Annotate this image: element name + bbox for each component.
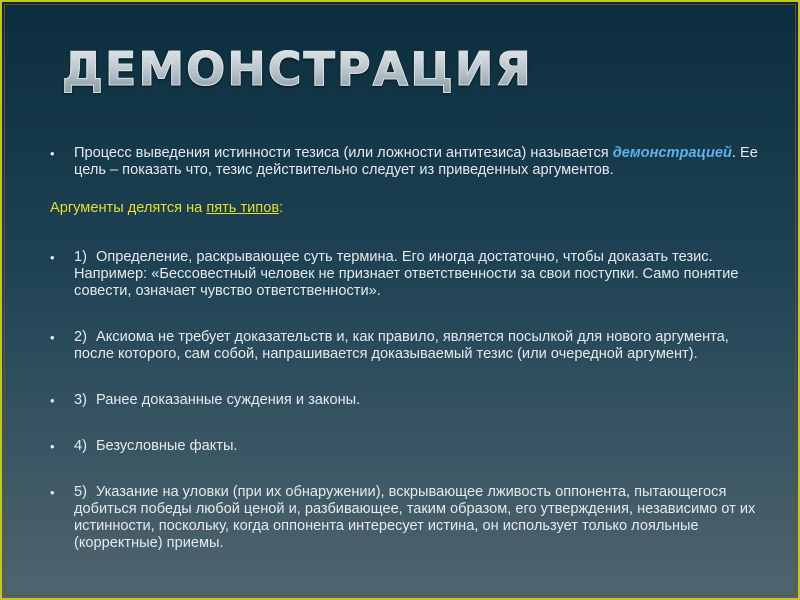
item-number: 2) — [74, 329, 87, 345]
list-item — [50, 249, 760, 300]
list-item — [50, 329, 760, 363]
bullet-icon: • — [50, 146, 55, 161]
item-text: Аксиома не требует доказательств и, как правило, является посылкой для нового аргумента, после которого, сам собой, напрашивается доказываемый тезис (или очередной аргумент). — [74, 329, 729, 362]
bullet-icon: • — [50, 393, 55, 408]
intro-paragraph — [50, 145, 760, 179]
bullet-icon: • — [50, 250, 55, 265]
list-item — [50, 392, 760, 409]
types-text-before: Аргументы делятся на — [50, 200, 207, 216]
list-item — [50, 438, 760, 455]
types-text-after: : — [279, 200, 284, 216]
item-number: 4) — [74, 438, 87, 454]
intro-text-after: . Ее цель – показать что, тезис действительно следует из приведенных аргументов. — [74, 145, 758, 178]
intro-term: демонстрацией — [612, 145, 732, 161]
item-text: Указание на уловки (при их обнаружении), вскрывающее лживость оппонента, пытающегося добиться победы любой ценой и, разбивающее, таким образом, его утверждения, независимо от их истинности, поскольку, когда оппонента интересует истина, он использует только лояльные (корректные) приемы. — [74, 484, 756, 551]
slide-content — [50, 145, 760, 552]
bullet-icon: • — [50, 439, 55, 454]
bullet-icon: • — [50, 485, 55, 500]
item-number: 3) — [74, 392, 87, 408]
item-number: 5) — [74, 484, 87, 500]
list-item — [50, 484, 760, 552]
types-link[interactable]: пять типов — [206, 200, 280, 216]
slide-title: ДЕМОНСТРАЦИЯ — [62, 42, 533, 96]
item-text: Ранее доказанные суждения и законы. — [95, 392, 361, 408]
argument-types-line — [50, 200, 760, 217]
item-number: 1) — [74, 249, 87, 265]
intro-text-before: Процесс выведения истинности тезиса (или ложности антитезиса) называется — [74, 145, 613, 161]
item-text: Определение, раскрывающее суть термина. Его иногда достаточно, чтобы доказать тезис. Например: «Бессовестный человек не признает ответственности за свои поступки. Само понятие совести, означает чувство ответственности». — [74, 249, 739, 299]
item-text: Безусловные факты. — [95, 438, 238, 454]
bullet-icon: • — [50, 330, 55, 345]
